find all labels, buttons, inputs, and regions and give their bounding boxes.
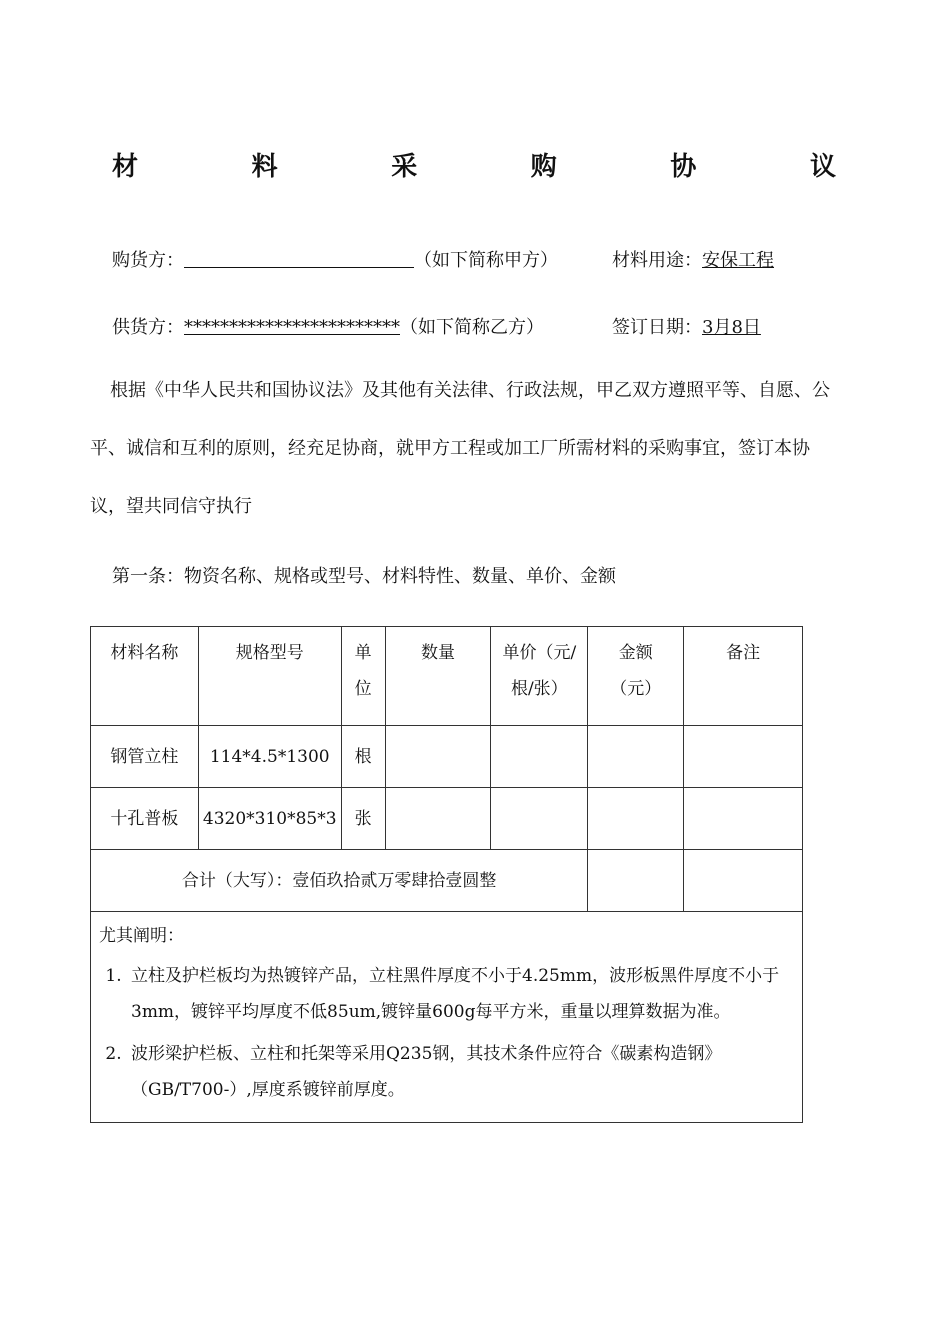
total-amount-text: 合计（大写）：壹佰玖拾贰万零肆拾壹圆整 [91, 850, 588, 912]
intro-paragraph: 根据《中华人民共和国协议法》及其他有关法律、行政法规，甲乙双方遵照平等、自愿、公平、诚信和互利的原则，经充足协商，就甲方工程或加工厂所需材料的采购事宜，签订本协议，望共同信守执行 [90, 380, 830, 517]
supplier-label: 供货方： [112, 317, 184, 338]
title-char: 料 [251, 152, 278, 182]
title-char: 购 [530, 152, 557, 182]
cell-qty[interactable] [385, 788, 491, 850]
supplier-note: （如下简称乙方） [400, 317, 544, 338]
header-cell: 数量 [385, 627, 491, 726]
header-cell: 金额（元） [588, 627, 684, 726]
purpose-line [612, 246, 774, 272]
notes-title: 尤其阐明： [99, 926, 184, 946]
title-char: 材 [112, 152, 139, 182]
notes-item: 1. 立柱及护栏板均为热镀锌产品，立柱黑件厚度不小于4.25mm，波形板黑件厚度不小于3mm，镀锌平均厚度不低85um,镀锌量600g每平方米，重量以理算数据为准。 [127, 958, 802, 1030]
table-header-row [91, 627, 803, 726]
date-line [612, 313, 761, 339]
buyer-label: 购货方： [112, 250, 184, 271]
date-label: 签订日期： [612, 317, 702, 338]
materials-table [90, 626, 803, 1123]
title-char: 议 [809, 152, 836, 182]
cell-remark[interactable] [684, 788, 803, 850]
title-char: 采 [391, 152, 418, 182]
date-value: 3月8日 [702, 317, 761, 338]
cell-qty[interactable] [385, 726, 491, 788]
notes-cell [91, 912, 803, 1123]
cell-remark[interactable] [684, 726, 803, 788]
table-row [91, 726, 803, 788]
cell-amount[interactable] [588, 726, 684, 788]
cell-amount[interactable] [588, 788, 684, 850]
purpose-label: 材料用途： [612, 250, 702, 271]
notes-list [91, 958, 802, 1108]
cell-name: 钢管立柱 [91, 726, 199, 788]
table-row [91, 788, 803, 850]
title-char: 协 [670, 152, 697, 182]
total-remark-cell[interactable] [684, 850, 803, 912]
header-cell: 材料名称 [91, 627, 199, 726]
header-cell: 单位 [341, 627, 385, 726]
cell-spec: 4320*310*85*3 [198, 788, 341, 850]
supplier-line [112, 313, 544, 339]
cell-unit: 根 [341, 726, 385, 788]
document-title [112, 146, 836, 183]
notes-item: 2. 波形梁护栏板、立柱和托架等采用Q235钢，其技术条件应符合《碳素构造钢》（GB/T700-）,厚度系镀锌前厚度。 [127, 1036, 802, 1108]
purpose-value: 安保工程 [702, 250, 774, 271]
article-1-heading: 第一条：物资名称、规格或型号、材料特性、数量、单价、金额 [112, 566, 616, 587]
total-amount-cell[interactable] [588, 850, 684, 912]
cell-spec: 114*4.5*1300 [198, 726, 341, 788]
cell-price[interactable] [491, 788, 588, 850]
cell-price[interactable] [491, 726, 588, 788]
supplier-value: ************************ [184, 317, 400, 338]
header-cell: 备注 [684, 627, 803, 726]
buyer-blank-field[interactable] [184, 249, 414, 268]
buyer-line [112, 246, 558, 272]
cell-name: 十孔普板 [91, 788, 199, 850]
header-cell: 规格型号 [198, 627, 341, 726]
notes-row [91, 912, 803, 1123]
total-row [91, 850, 803, 912]
buyer-note: （如下简称甲方） [414, 250, 558, 271]
cell-unit: 张 [341, 788, 385, 850]
header-cell: 单价（元/根/张） [491, 627, 588, 726]
